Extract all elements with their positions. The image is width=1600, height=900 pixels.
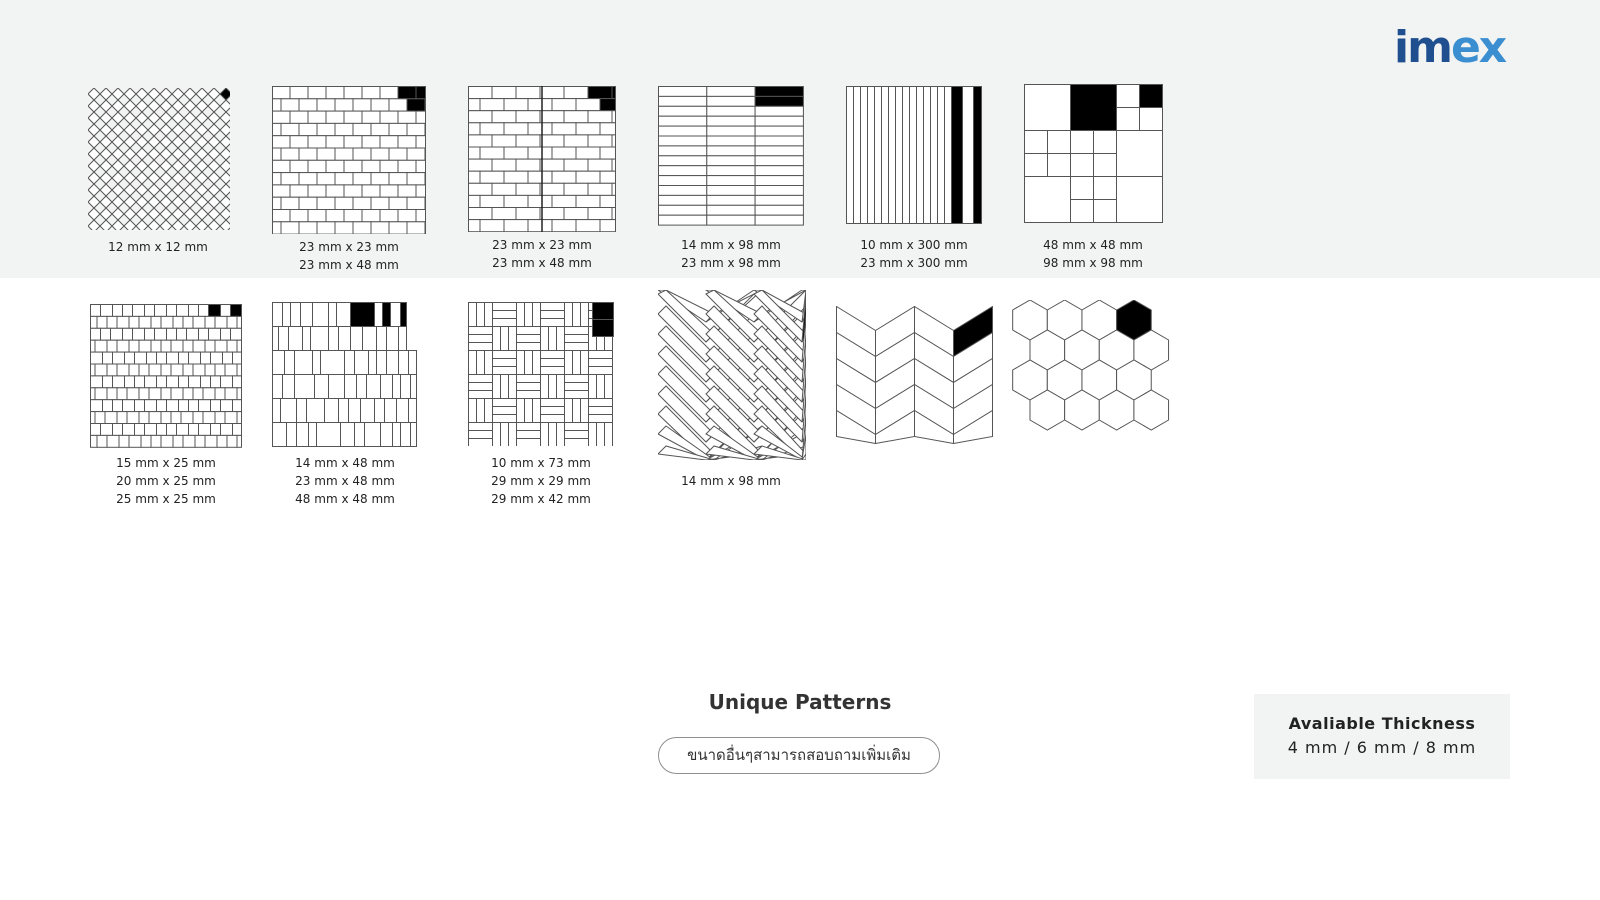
pattern-square-mix-tile (1024, 84, 1164, 224)
caption-square-mix (993, 236, 1193, 272)
caption-random-brick (66, 454, 266, 508)
imex-logo: imex (1394, 22, 1506, 73)
size-label: 23 mm x 23 mm (299, 240, 399, 254)
caption-diamond (58, 238, 258, 256)
caption-herringbone (631, 472, 831, 490)
size-label: 98 mm x 98 mm (1043, 256, 1143, 270)
size-label: 15 mm x 25 mm (116, 456, 216, 470)
size-label: 10 mm x 73 mm (491, 456, 591, 470)
size-label: 29 mm x 42 mm (491, 492, 591, 506)
thickness-box (1254, 694, 1510, 779)
pattern-herringbone-tile (658, 290, 806, 460)
pattern-chevron-tile (836, 306, 994, 444)
size-label: 14 mm x 48 mm (295, 456, 395, 470)
section-title: Unique Patterns (708, 690, 892, 714)
size-label: 12 mm x 12 mm (108, 240, 208, 254)
pattern-linear-vertical-tile (846, 86, 982, 224)
size-label: 14 mm x 98 mm (681, 474, 781, 488)
size-label: 14 mm x 98 mm (681, 238, 781, 252)
size-label: 23 mm x 23 mm (492, 238, 592, 252)
pattern-basketweave-tile (468, 302, 614, 446)
size-label: 48 mm x 48 mm (1043, 238, 1143, 252)
pattern-brick-small-tile (272, 86, 426, 234)
caption-linear-horizontal (631, 236, 831, 272)
size-label: 23 mm x 48 mm (299, 258, 399, 272)
pattern-linear-horizontal-tile (658, 86, 804, 226)
size-label: 23 mm x 300 mm (860, 256, 968, 270)
size-label: 29 mm x 29 mm (491, 474, 591, 488)
size-label: 23 mm x 48 mm (295, 474, 395, 488)
size-label: 48 mm x 48 mm (295, 492, 395, 506)
caption-linear-vertical (814, 236, 1014, 272)
caption-brick-grid (442, 236, 642, 272)
size-label: 20 mm x 25 mm (116, 474, 216, 488)
caption-brick-small (249, 238, 449, 274)
caption-basketweave (441, 454, 641, 508)
size-label: 23 mm x 48 mm (492, 256, 592, 270)
pattern-diamond-tile (88, 88, 230, 230)
inquiry-note-pill: ขนาดอื่นๆสามารถสอบถามเพิ่มเติม (658, 737, 940, 774)
pattern-random-brick-tile (90, 304, 242, 448)
thickness-title: Avaliable Thickness (1288, 714, 1476, 733)
caption-random-strip (245, 454, 445, 508)
pattern-random-strip-tile (272, 302, 418, 448)
size-label: 23 mm x 98 mm (681, 256, 781, 270)
size-label: 25 mm x 25 mm (116, 492, 216, 506)
thickness-values: 4 mm / 6 mm / 8 mm (1287, 738, 1477, 757)
size-label: 10 mm x 300 mm (860, 238, 968, 252)
pattern-brick-grid-tile (468, 86, 616, 232)
pattern-hexagon-tile (1010, 300, 1180, 442)
